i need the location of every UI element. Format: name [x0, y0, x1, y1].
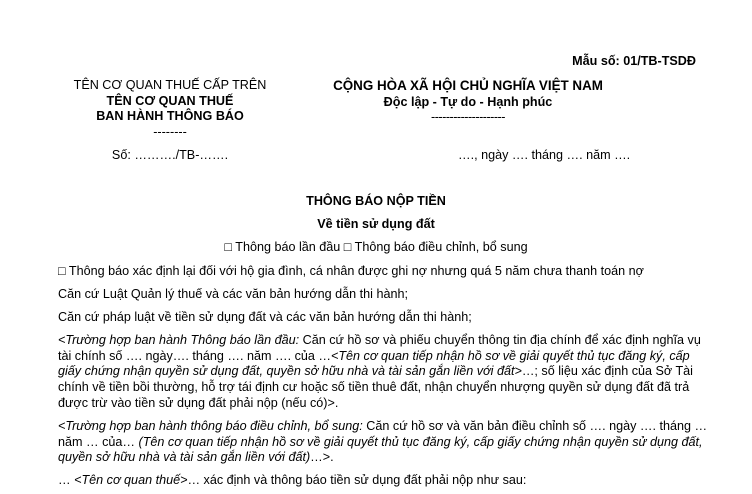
left-divider: -------- [153, 125, 187, 140]
adjustment-text-2: …>. [310, 450, 334, 465]
document-title: THÔNG BÁO NỘP TIỀN [306, 194, 446, 208]
country-name: CỘNG HÒA XÃ HỘI CHỦ NGHĨA VIỆT NAM [333, 78, 603, 93]
adjustment-case-label: <Trường hợp ban hành thông báo điều chỉnh, bổ sung: [58, 419, 363, 433]
paragraph-first-notice [58, 333, 714, 412]
paragraph-adjustment-notice [58, 419, 714, 466]
tax-agency-placeholder: <Tên cơ quan thuế> [74, 473, 188, 487]
header-left [60, 78, 280, 140]
paragraph-reassessment: □ Thông báo xác định lại đối với hộ gia đình, cá nhân được ghi nợ nhưng quá 5 năm chưa thanh toán nợ [58, 264, 644, 278]
first-notice-case-label: <Trường hợp ban hành Thông báo lần đầu: [58, 333, 300, 347]
superior-agency: TÊN CƠ QUAN THUẾ CẤP TRÊN [73, 78, 267, 92]
document-subtitle: Về tiền sử dụng đất [317, 217, 435, 231]
first-notice-text-1: Căn cứ hồ sơ và phiếu chuyển thông tin địa chính để xác định nghĩa vụ tài chính số …. ngày…. tháng …. năm …. của … [58, 333, 701, 363]
issuer-name: BAN HÀNH THÔNG BÁO [96, 109, 244, 124]
document-date: …., ngày …. tháng …. năm …. [458, 148, 631, 162]
determination-text-1: … [58, 473, 75, 487]
header-right [318, 78, 618, 126]
paragraph-land-law-basis: Căn cứ pháp luật về tiền sử dụng đất và các văn bản hướng dẫn thi hành; [58, 310, 472, 324]
paragraph-tax-law-basis: Căn cứ Luật Quản lý thuế và các văn bản hướng dẫn thi hành; [58, 287, 408, 301]
first-notice-agency-placeholder: <Tên cơ quan tiếp nhận hồ sơ về giải quyết thủ tục đăng ký, cấp giấy chứng nhận quyền sử dụng đất, quyền sở hữu nhà và tài sản gắn liền với đất> [58, 348, 690, 379]
determination-text-2: … xác định và thông báo tiền sử dụng đất phải nộp như sau: [187, 473, 527, 487]
first-notice-text-2: …; số liệu xác định của Sở Tài chính về tiền bồi thường, hỗ trợ tái định cư hoặc số tiền thuê đất, nhận chuyển nhượng quyền sử dụng đất đã trả được trừ vào tiền sử dụng đất phải nộp (nếu có)>. [58, 364, 693, 410]
right-divider: -------------------- [431, 110, 505, 125]
paragraph-determination [58, 473, 714, 489]
agency-name: TÊN CƠ QUAN THUẾ [106, 93, 234, 108]
document-number: Số: ………./TB-……. [111, 148, 229, 162]
form-code: Mẫu số: 01/TB-TSDĐ [572, 54, 696, 68]
notice-type-options: □ Thông báo lần đầu □ Thông báo điều chỉnh, bổ sung [224, 240, 528, 254]
adjustment-agency-placeholder: (Tên cơ quan tiếp nhận hồ sơ về giải quyết thủ tục đăng ký, cấp giấy chứng nhận quyền sử dụng đất, quyền sở hữu nhà và tài sản gắn liền với đất) [58, 434, 703, 465]
adjustment-text-1: Căn cứ hồ sơ và văn bản điều chỉnh số …. ngày …. tháng … năm … của… [58, 419, 708, 449]
national-motto: Độc lập - Tự do - Hạnh phúc [383, 94, 553, 109]
